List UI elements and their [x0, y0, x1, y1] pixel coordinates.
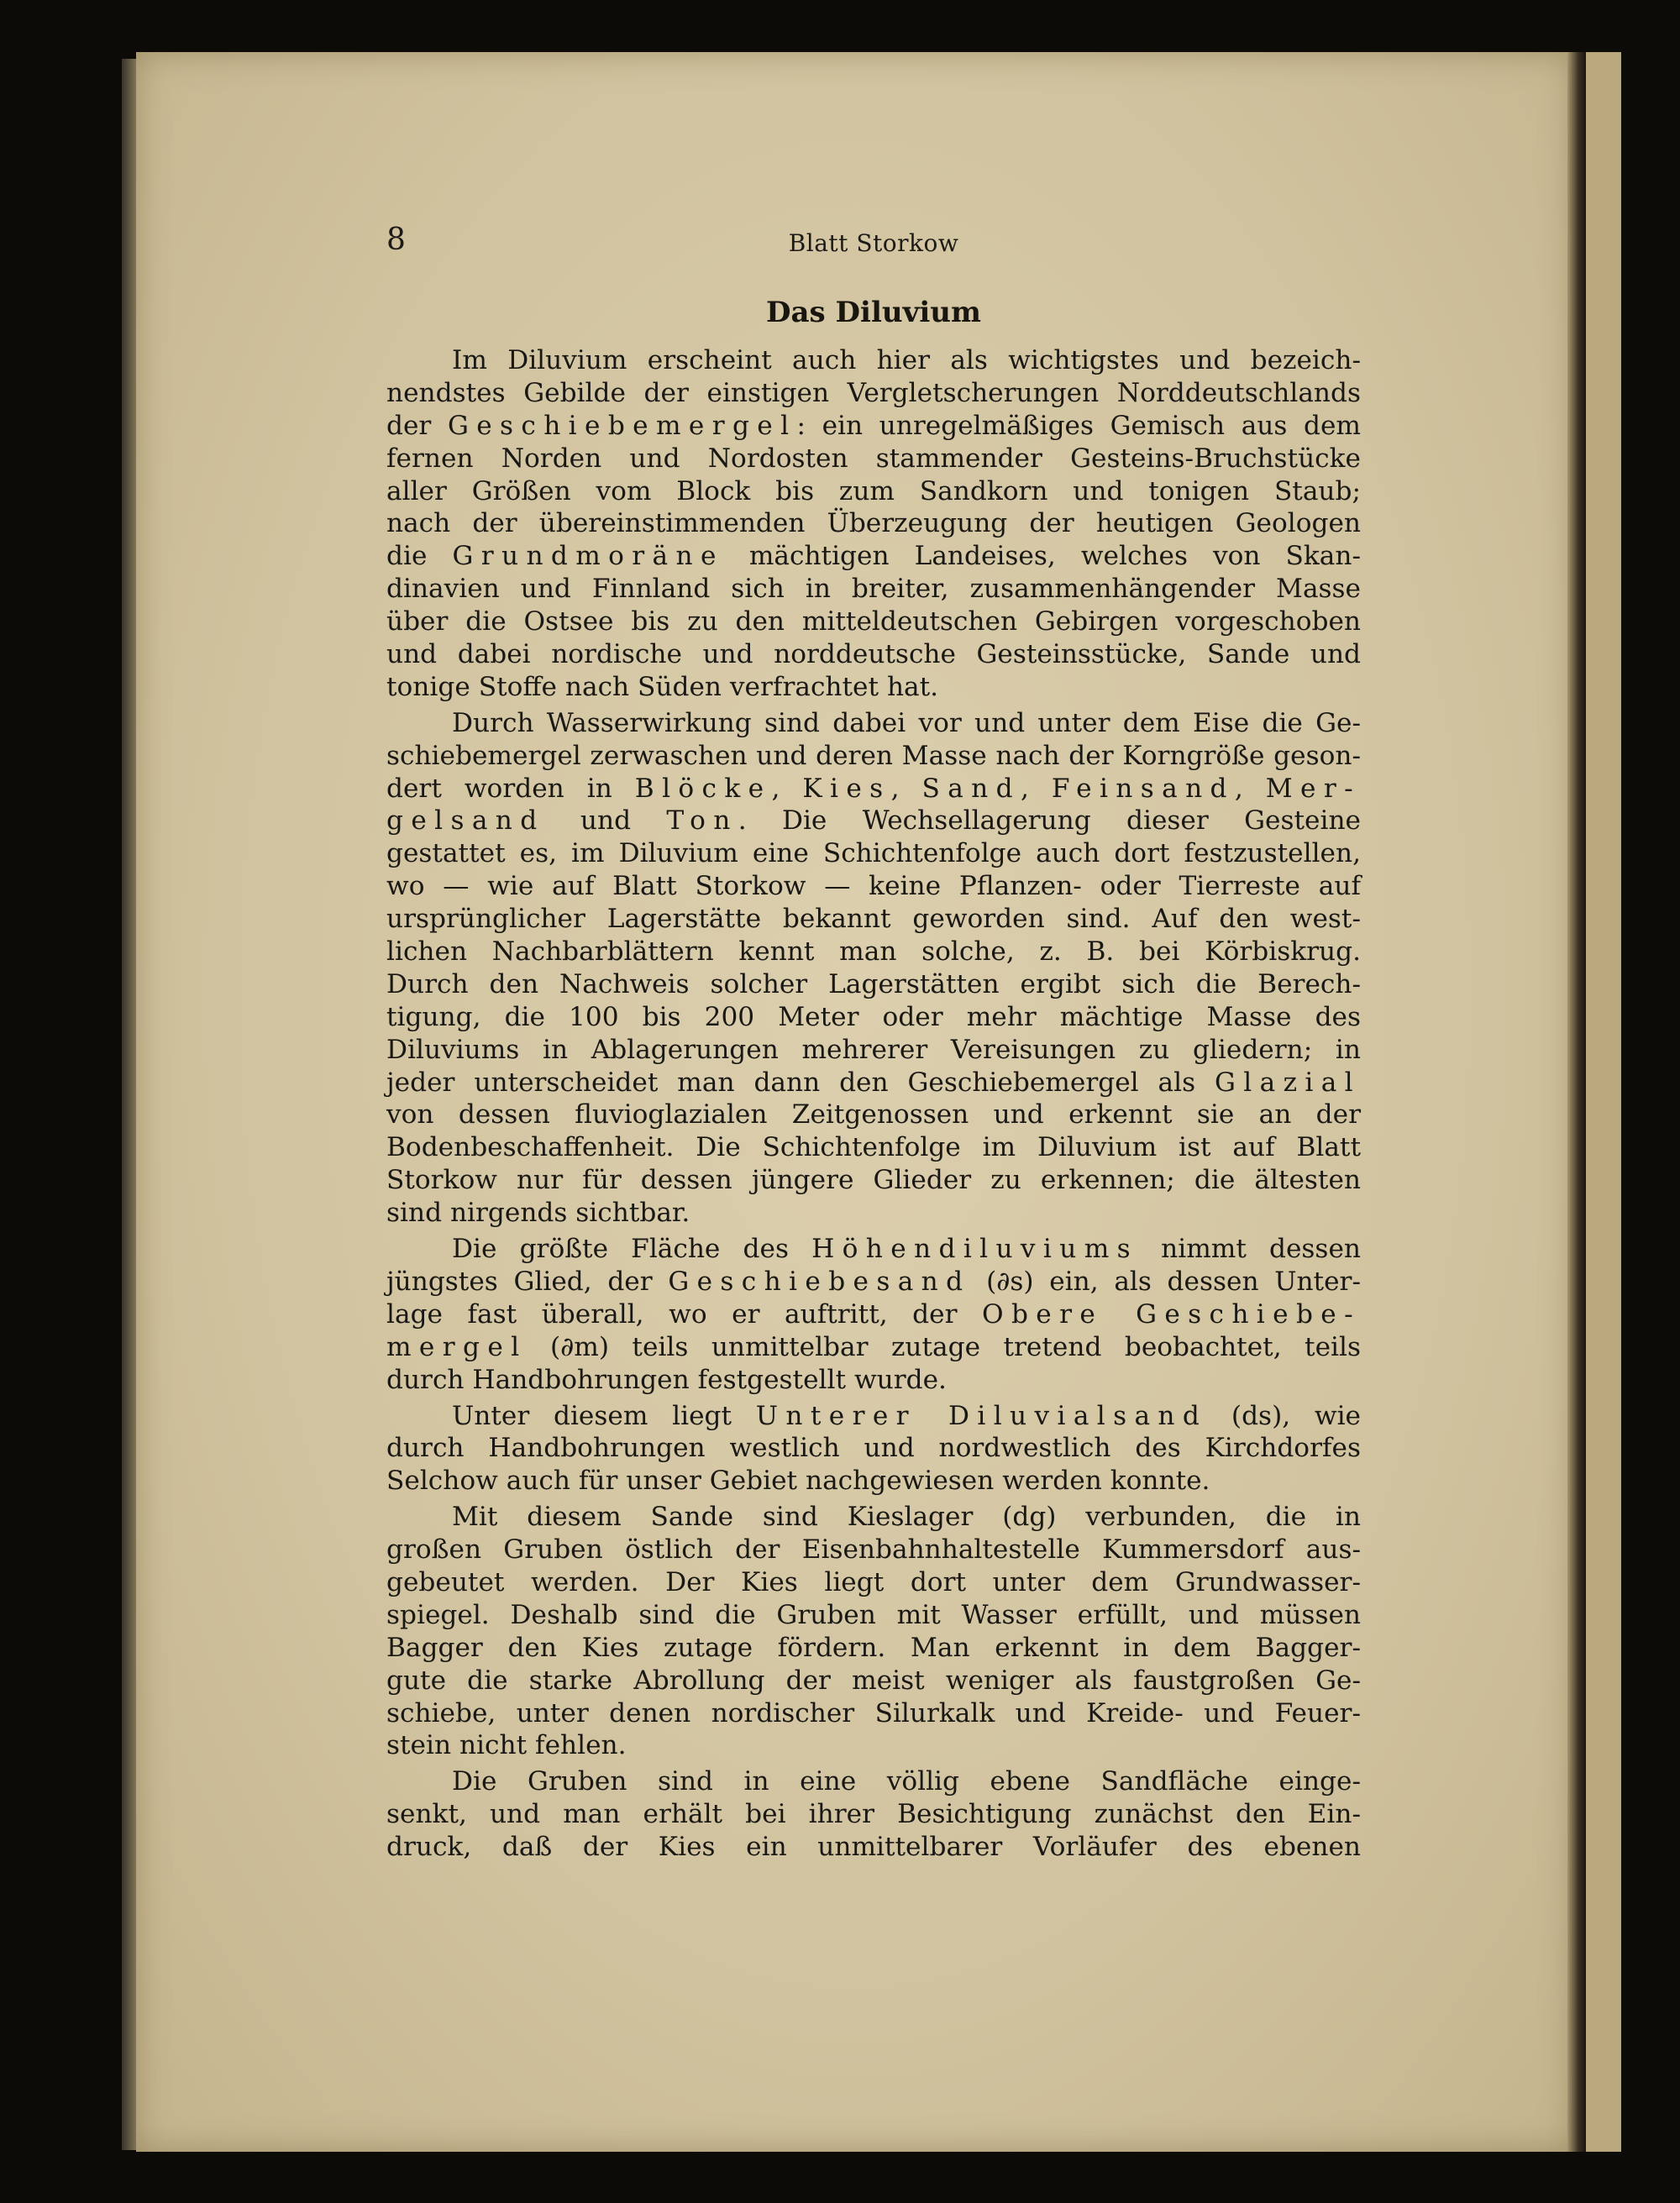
text-segment: jüngstes Glied, der [386, 1266, 669, 1297]
spaced-term: Blöcke [634, 773, 772, 804]
text-segment: über die Ostsee bis zu den mitteldeutschen Gebirgen vorgeschoben [386, 606, 1361, 637]
text-line [386, 1632, 1361, 1665]
text-segment: die [386, 541, 453, 572]
text-segment: dinavien und Finnland sich in breiter, zusammenhängender Masse [386, 574, 1361, 605]
text-segment: Selchow auch für unser Gebiet nachgewiesen werden konnte. [386, 1466, 1210, 1497]
spaced-term: Feinsand [1051, 773, 1235, 804]
text-segment: durch Handbohrungen westlich und nordwestlich des Kirchdorfes [386, 1433, 1361, 1464]
text-line [386, 1331, 1361, 1364]
text-segment: tonige Stoffe nach Süden verfrachtet hat. [386, 671, 939, 702]
spaced-term: mergel [386, 1331, 528, 1362]
text-line [386, 1364, 1361, 1397]
text-segment: (∂s) ein, als dessen Unter- [970, 1266, 1361, 1297]
text-line [386, 1067, 1361, 1099]
text-line [386, 638, 1361, 671]
text-segment: Unter diesem liegt [452, 1400, 756, 1431]
text-segment: dert worden in [386, 773, 635, 804]
text-line [386, 870, 1361, 903]
text-line [386, 805, 1361, 837]
text-line [386, 540, 1361, 573]
text-line [386, 573, 1361, 606]
text-line [386, 443, 1361, 475]
text-line [386, 671, 1361, 704]
spaced-term: Ton [666, 805, 738, 837]
text-segment: aller Größen vom Block bis zum Sandkorn und tonigen Staub; [386, 475, 1361, 506]
text-line [386, 740, 1361, 773]
paragraph [386, 1400, 1361, 1498]
text-segment: , [771, 773, 803, 804]
text-line [386, 903, 1361, 936]
text-segment: Bodenbeschaffenheit. Die Schichtenfolge im Diluvium ist auf Blatt [386, 1132, 1361, 1163]
next-page-edge [1586, 52, 1621, 2152]
text-line [386, 1197, 1361, 1230]
text-line [386, 773, 1361, 805]
text-segment: druck, daß der Kies ein unmittelbarer Vorläufer des ebenen [386, 1832, 1361, 1863]
text-line [386, 1729, 1361, 1762]
text-line [386, 1099, 1361, 1131]
text-line [386, 1501, 1361, 1534]
text-segment: Durch Wasserwirkung sind dabei vor und unter dem Eise die Ge- [452, 707, 1361, 738]
text-line [386, 1400, 1361, 1433]
text-segment: wo — wie auf Blatt Storkow — keine Pflanzen- oder Tierreste auf [386, 871, 1361, 902]
text-line [386, 1131, 1361, 1164]
text-segment: Mit diesem Sande sind Kieslager (dg) verbunden, die in [452, 1502, 1361, 1533]
text-segment: gebeutet werden. Der Kies liegt dort unter dem Grundwasser- [386, 1566, 1361, 1597]
text-segment: großen Gruben östlich der Eisenbahnhaltestelle Kummersdorf aus- [386, 1534, 1361, 1566]
text-segment: . Die Wechsellagerung dieser Gesteine [738, 805, 1361, 837]
spaced-term: gelsand [386, 805, 545, 837]
text-segment: schiebe, unter denen nordischer Silurkalk und Kreide- und Feuer- [386, 1697, 1361, 1728]
text-segment: , [890, 773, 922, 804]
text-segment: : ein unregelmäßiges Gemisch aus dem [796, 410, 1361, 441]
text-segment: nimmt dessen [1138, 1234, 1361, 1265]
text-segment: Die Gruben sind in eine völlig ebene Sandfläche einge- [452, 1766, 1361, 1797]
text-line [386, 1266, 1361, 1298]
spaced-term: Unterer Diluvialsand [755, 1400, 1208, 1431]
text-segment: Storkow nur für dessen jüngere Glieder zu erkennen; die ältesten [386, 1165, 1361, 1196]
spaced-term: Geschiebemergel [447, 410, 797, 441]
paragraph [386, 1501, 1361, 1762]
text-segment: tigung, die 100 bis 200 Meter oder mehr mächtige Masse des [386, 1001, 1361, 1032]
spaced-term: Glazial [1215, 1067, 1361, 1098]
text-segment: (∂m) teils unmittelbar zutage tretend beobachtet, teils [527, 1331, 1361, 1362]
text-segment: spiegel. Deshalb sind die Gruben mit Wasser erfüllt, und müssen [386, 1599, 1361, 1630]
text-line [386, 936, 1361, 968]
running-title: Blatt Storkow [788, 229, 959, 257]
text-segment: , [1234, 773, 1266, 804]
text-line [386, 1298, 1361, 1331]
text-segment: nach der übereinstimmenden Überzeugung der heutigen Geologen [386, 508, 1361, 539]
text-segment: jeder unterscheidet man dann den Geschiebemergel als [386, 1067, 1215, 1098]
text-segment: von dessen fluvioglazialen Zeitgenossen und erkennt sie an der [386, 1099, 1361, 1130]
text-line [386, 1465, 1361, 1498]
paragraph [386, 1765, 1361, 1864]
book-gutter [1567, 52, 1586, 2152]
text-segment: stein nicht fehlen. [386, 1730, 627, 1761]
text-segment: mächtigen Landeises, welches von Skan- [723, 541, 1362, 572]
text-segment: senkt, und man erhält bei ihrer Besichtigung zunächst den Ein- [386, 1799, 1361, 1830]
text-segment: (ds), wie [1207, 1400, 1361, 1431]
text-line [386, 1432, 1361, 1465]
text-line [386, 968, 1361, 1001]
text-segment: fernen Norden und Nordosten stammender Gesteins-Bruchstücke [386, 443, 1361, 474]
text-line [386, 1599, 1361, 1632]
text-segment: Durch den Nachweis solcher Lagerstätten ergibt sich die Berech- [386, 968, 1361, 999]
text-line [386, 1798, 1361, 1831]
text-line [386, 1566, 1361, 1599]
body-text [386, 344, 1361, 1867]
text-line [386, 606, 1361, 638]
paragraph [386, 344, 1361, 704]
text-segment: gestattet es, im Diluvium eine Schichtenfolge auch dort festzustellen, [386, 838, 1361, 869]
text-segment: nendstes Gebilde der einstigen Vergletscherungen Norddeutschlands [386, 377, 1361, 408]
spaced-term: Geschiebesand [668, 1266, 971, 1297]
text-line [386, 1001, 1361, 1034]
text-line [386, 1697, 1361, 1730]
text-line [386, 1831, 1361, 1864]
text-segment: lage fast überall, wo er auftritt, der [386, 1298, 983, 1330]
spaced-term: Grundmoräne [452, 541, 724, 572]
text-line [386, 475, 1361, 508]
text-line [386, 344, 1361, 377]
text-line [386, 1164, 1361, 1197]
text-line [386, 410, 1361, 443]
spaced-term: Sand [921, 773, 1021, 804]
text-segment: gute die starke Abrollung der meist weniger als faustgroßen Ge- [386, 1665, 1361, 1696]
text-line [386, 377, 1361, 410]
text-line [386, 837, 1361, 870]
page-header [386, 223, 1361, 264]
spaced-term: Kies [802, 773, 891, 804]
text-line [386, 1034, 1361, 1067]
text-segment: sind nirgends sichtbar. [386, 1198, 690, 1229]
text-segment: lichen Nachbarblättern kennt man solche, z. B. bei Körbiskrug. [386, 936, 1361, 968]
text-segment: schiebemergel zerwaschen und deren Masse nach der Korngröße geson- [386, 740, 1361, 771]
text-line [386, 1665, 1361, 1697]
text-segment: ursprünglicher Lagerstätte bekannt geworden sind. Auf den west- [386, 904, 1361, 935]
text-segment: durch Handbohrungen festgestellt wurde. [386, 1364, 947, 1395]
paragraph [386, 1233, 1361, 1396]
text-segment: der [386, 410, 448, 441]
text-segment: Im Diluvium erscheint auch hier als wichtigstes und bezeich- [452, 345, 1361, 375]
text-line [386, 707, 1361, 740]
text-line [386, 507, 1361, 540]
paragraph [386, 707, 1361, 1230]
text-segment: und dabei nordische und norddeutsche Gesteinsstücke, Sande und [386, 639, 1361, 670]
spaced-term: Obere Geschiebe- [982, 1298, 1361, 1330]
text-segment: und [544, 805, 667, 837]
spaced-term: Mer- [1265, 773, 1362, 804]
text-line [386, 1534, 1361, 1566]
page-number: 8 [386, 223, 406, 257]
text-segment: Bagger den Kies zutage fördern. Man erkennt in dem Bagger- [386, 1632, 1361, 1663]
spaced-term: Höhendiluviums [811, 1234, 1138, 1265]
text-segment: Diluviums in Ablagerungen mehrerer Vereisungen zu gliedern; in [386, 1034, 1361, 1065]
text-line [386, 1765, 1361, 1798]
text-line [386, 1233, 1361, 1266]
text-segment: , [1020, 773, 1052, 804]
section-title: Das Diluvium [766, 296, 981, 329]
text-segment: Die größte Fläche des [452, 1234, 812, 1265]
